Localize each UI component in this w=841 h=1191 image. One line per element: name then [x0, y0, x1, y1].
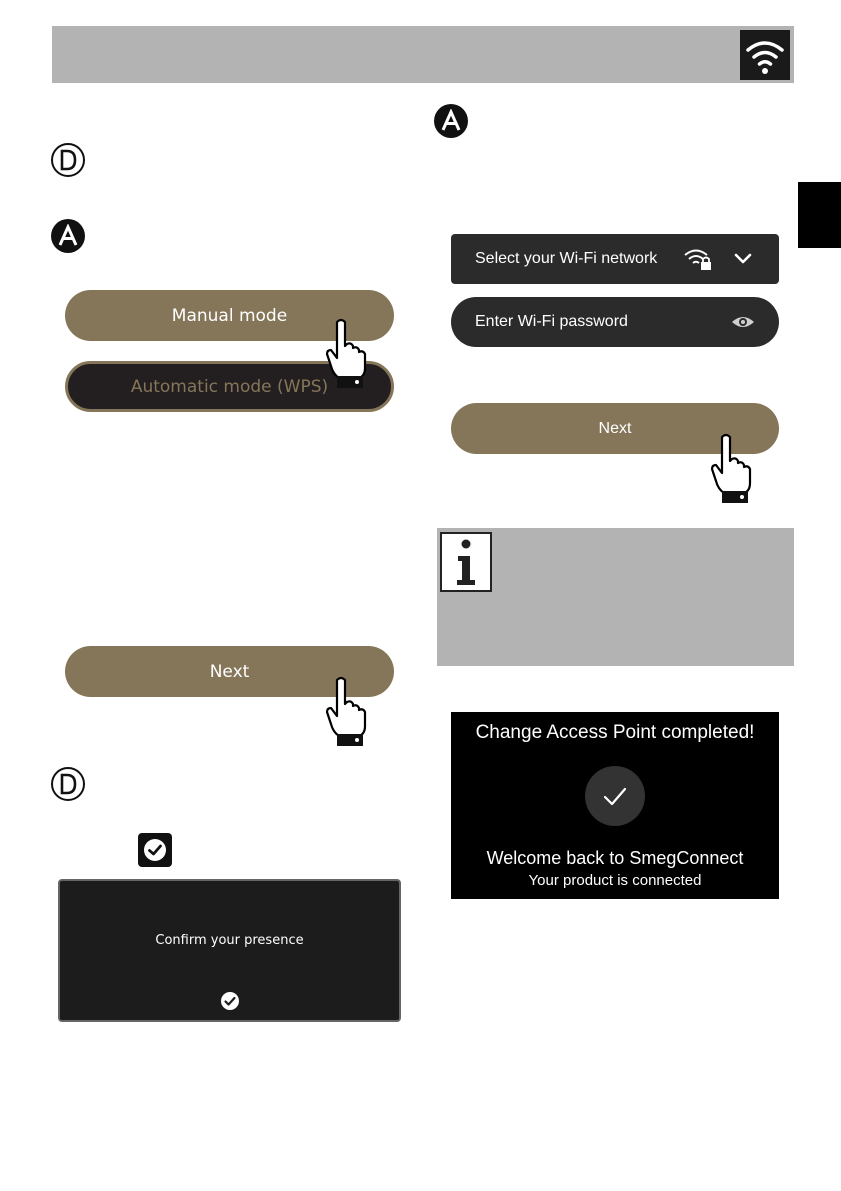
wifi-icon: [740, 30, 790, 80]
screen-title: Change Access Point completed!: [475, 722, 755, 743]
access-point-completed-screen: [451, 712, 779, 899]
info-icon: [440, 532, 492, 592]
checkmark-icon[interactable]: [220, 991, 240, 1011]
eye-icon[interactable]: [731, 312, 755, 332]
confirm-presence-text: Confirm your presence: [155, 933, 304, 948]
wifi-password-input[interactable]: [451, 297, 779, 347]
hand-pointer-icon: [710, 433, 758, 505]
letter-d-icon: [51, 767, 85, 801]
wifi-network-select[interactable]: [451, 234, 779, 284]
checkmark-icon: [585, 766, 645, 826]
welcome-text: Welcome back to SmegConnect: [486, 848, 744, 868]
manual-mode-label: Manual mode: [171, 305, 288, 326]
header-bar: [52, 26, 794, 83]
next-button-label: Next: [209, 661, 250, 682]
letter-d-icon: [51, 143, 85, 177]
letter-a-icon: [434, 104, 468, 138]
automatic-mode-label: Automatic mode (WPS): [130, 376, 329, 397]
wifi-password-label: Enter Wi-Fi password: [475, 313, 628, 330]
chevron-down-icon[interactable]: [733, 250, 753, 268]
next-button-label: Next: [598, 419, 632, 437]
hand-pointer-icon: [325, 318, 373, 390]
connected-status-text: Your product is connected: [528, 872, 702, 889]
wifi-lock-icon: [683, 246, 713, 272]
confirm-presence-screen: [58, 879, 401, 1022]
section-tab: [798, 182, 841, 248]
wifi-network-select-label: Select your Wi-Fi network: [475, 250, 658, 267]
hand-pointer-icon: [325, 676, 373, 748]
checkmark-icon: [138, 833, 172, 867]
letter-a-icon: [51, 219, 85, 253]
